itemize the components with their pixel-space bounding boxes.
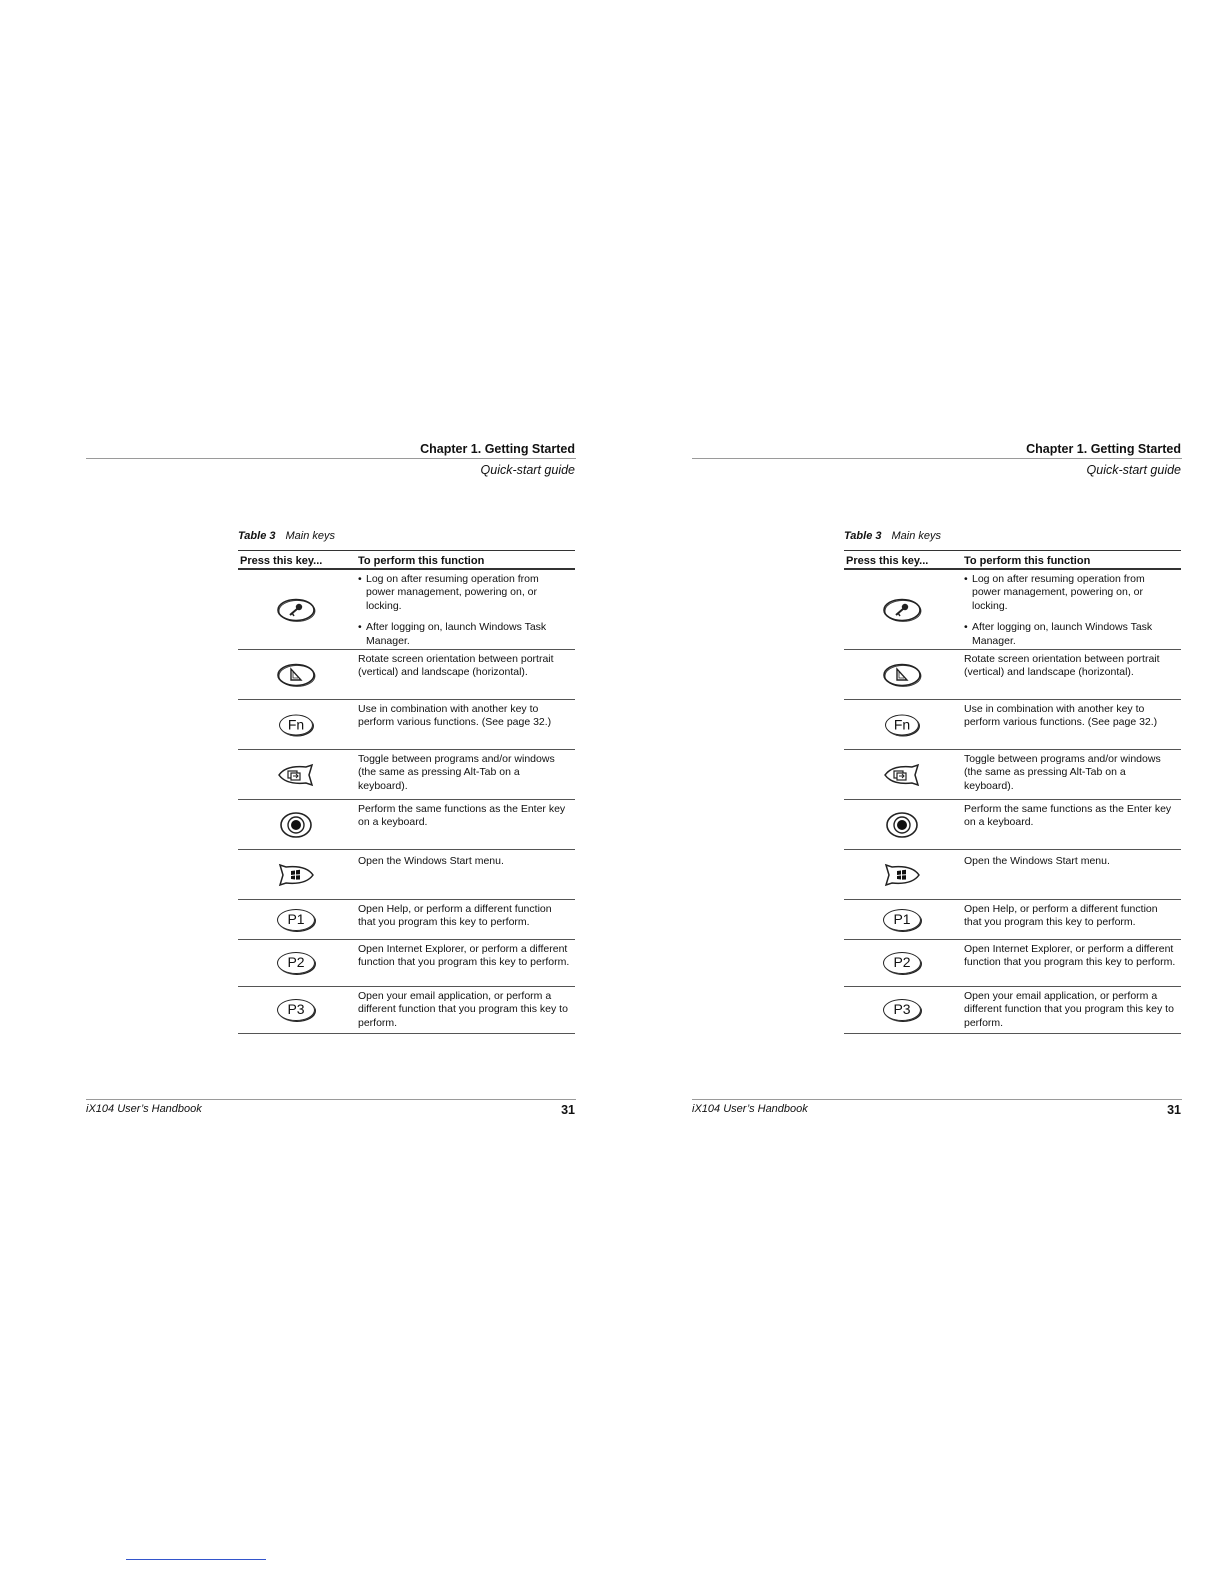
table-row-p2 xyxy=(844,940,1181,987)
table-caption xyxy=(238,530,335,542)
table-row-security xyxy=(238,570,575,650)
table-row-start xyxy=(844,850,1181,900)
table-row-security xyxy=(844,570,1181,650)
section-title: Quick-start guide xyxy=(480,463,575,477)
row-description: Open your email application, or perform a different function that you program this key to perform. xyxy=(964,990,1174,1029)
bullet-item: • Log on after resuming operation from power management, powering on, or locking. xyxy=(964,573,1176,613)
windows-start-key-icon xyxy=(276,862,316,888)
row-description: Open Help, or perform a different function that you program this key to perform. xyxy=(964,903,1158,929)
bullet-item: • After logging on, launch Windows Task Manager. xyxy=(964,621,1176,648)
table-title: Main keys xyxy=(285,530,336,542)
table-row-p3 xyxy=(238,987,575,1034)
right-page xyxy=(692,0,1182,1584)
row-description: Toggle between programs and/or windows (the same as pressing Alt-Tab on a keyboard). xyxy=(964,753,1161,792)
table-row-rotate xyxy=(844,650,1181,700)
table-row-p3 xyxy=(844,987,1181,1034)
main-keys-table xyxy=(238,550,575,1034)
security-key-icon xyxy=(882,597,922,623)
table-row-p1 xyxy=(844,900,1181,940)
rotate-screen-key-icon xyxy=(276,662,316,688)
table-header xyxy=(238,550,575,570)
table-row-enter xyxy=(844,800,1181,850)
chapter-title: Chapter 1. Getting Started xyxy=(1026,442,1181,456)
footer-rule xyxy=(86,1099,576,1100)
p1-key-icon: P1 xyxy=(277,909,315,931)
table-row-rotate xyxy=(238,650,575,700)
fn-key-icon: Fn xyxy=(885,714,919,735)
row-description: Open Help, or perform a different function that you program this key to perform. xyxy=(358,903,552,929)
chapter-title: Chapter 1. Getting Started xyxy=(420,442,575,456)
windows-start-key-icon xyxy=(882,862,922,888)
header-rule xyxy=(86,458,576,459)
p2-key-icon: P2 xyxy=(883,952,921,974)
table-row-p1 xyxy=(238,900,575,940)
left-page xyxy=(86,0,576,1584)
row-description: Use in combination with another key to perform various functions. (See page 32.) xyxy=(358,703,552,729)
p2-key-icon: P2 xyxy=(277,952,315,974)
row-description: Rotate screen orientation between portrait (vertical) and landscape (horizontal). xyxy=(358,653,554,679)
table-header xyxy=(844,550,1181,570)
rotate-screen-key-icon xyxy=(882,662,922,688)
table-row-start xyxy=(238,850,575,900)
page-number: 31 xyxy=(1167,1103,1181,1117)
row-description: Open Internet Explorer, or perform a different function that you program this key to perform. xyxy=(964,943,1176,969)
bullet-item: • After logging on, launch Windows Task Manager. xyxy=(358,621,570,648)
column-header-key: Press this key... xyxy=(240,555,323,567)
handbook-title: iX104 User’s Handbook xyxy=(86,1103,202,1115)
row-description: Toggle between programs and/or windows (the same as pressing Alt-Tab on a keyboard). xyxy=(358,753,555,792)
security-key-icon xyxy=(276,597,316,623)
p3-key-icon: P3 xyxy=(883,999,921,1021)
toggle-programs-key-icon xyxy=(276,762,316,788)
row-description: Open the Windows Start menu. xyxy=(358,855,504,867)
row-description: Open Internet Explorer, or perform a different function that you program this key to perform. xyxy=(358,943,570,969)
table-row-toggle xyxy=(238,750,575,800)
row-description: Perform the same functions as the Enter key on a keyboard. xyxy=(358,803,566,829)
table-number: Table 3 xyxy=(844,530,882,542)
bottom-link-underline xyxy=(126,1559,266,1560)
main-keys-table xyxy=(844,550,1181,1034)
enter-key-icon xyxy=(279,811,313,839)
column-header-key: Press this key... xyxy=(846,555,929,567)
footer-rule xyxy=(692,1099,1182,1100)
table-row-fn xyxy=(844,700,1181,750)
p1-key-icon: P1 xyxy=(883,909,921,931)
table-row-toggle xyxy=(844,750,1181,800)
column-header-function: To perform this function xyxy=(358,555,485,567)
section-title: Quick-start guide xyxy=(1086,463,1181,477)
table-row-enter xyxy=(238,800,575,850)
handbook-title: iX104 User’s Handbook xyxy=(692,1103,808,1115)
enter-key-icon xyxy=(885,811,919,839)
table-caption xyxy=(844,530,941,542)
row-description: Use in combination with another key to perform various functions. (See page 32.) xyxy=(964,703,1158,729)
page-number: 31 xyxy=(561,1103,575,1117)
toggle-programs-key-icon xyxy=(882,762,922,788)
table-number: Table 3 xyxy=(238,530,276,542)
row-description: Open your email application, or perform a different function that you program this key to perform. xyxy=(358,990,568,1029)
table-row-fn xyxy=(238,700,575,750)
table-title: Main keys xyxy=(891,530,942,542)
row-description: Open the Windows Start menu. xyxy=(964,855,1110,867)
row-description: Rotate screen orientation between portrait (vertical) and landscape (horizontal). xyxy=(964,653,1160,679)
bullet-item: • Log on after resuming operation from power management, powering on, or locking. xyxy=(358,573,570,613)
header-rule xyxy=(692,458,1182,459)
fn-key-icon: Fn xyxy=(279,714,313,735)
row-description: Perform the same functions as the Enter key on a keyboard. xyxy=(964,803,1172,829)
column-header-function: To perform this function xyxy=(964,555,1091,567)
table-row-p2 xyxy=(238,940,575,987)
p3-key-icon: P3 xyxy=(277,999,315,1021)
